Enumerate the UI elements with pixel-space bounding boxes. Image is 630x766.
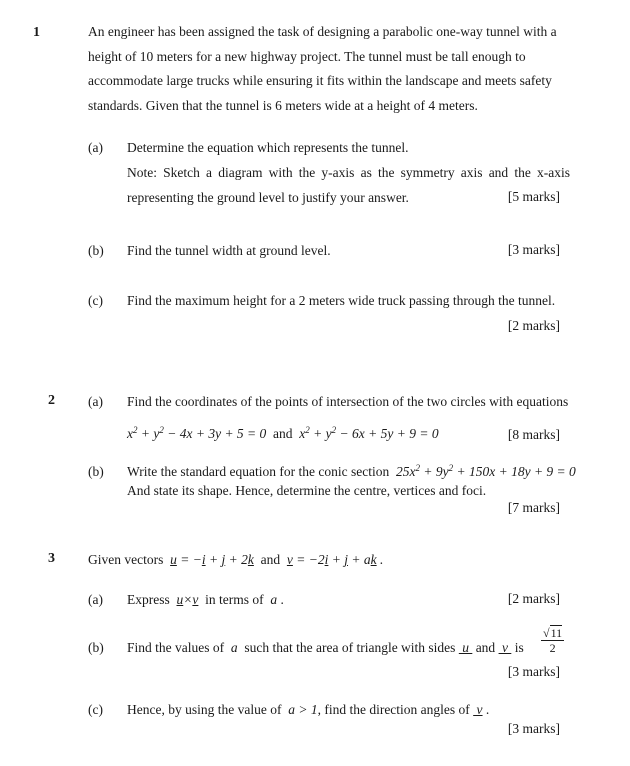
vector-u-definition: u = −i + j + 2k [170,552,254,567]
q2a-eq-and: and [273,426,293,441]
q3a-marks: [2 marks] [507,591,560,606]
q3b-text-and: and [475,640,496,655]
q3-intro [88,551,383,569]
q1b-label: (b) [88,243,104,258]
question-number-1: 1 [33,25,40,40]
condition-a-greater-1: a > 1 [284,702,318,717]
q3b-text-prefix: Find the values of [127,640,225,655]
q3a-text: Express u×v in terms of a . [127,592,284,607]
q3a-text-prefix: Express [127,592,170,607]
q2b-text-prefix: Write the standard equation for the conic section [127,464,390,479]
q2b-label: (b) [88,464,104,479]
vector-u: u [458,640,473,655]
q2a-equations [127,425,439,443]
q3a-label: (a) [88,592,103,607]
q3a-text-mid: in terms of [205,592,264,607]
conic-equation: $25x^2 + 9y^2 + 150x + 18y + 9 = 0$ [392,463,576,479]
variable-a: a [267,592,278,607]
q2b-marks: [7 marks] [507,500,560,515]
q1a-text: Determine the equation which represents the tunnel. [127,140,409,155]
vector-v: v [498,640,512,655]
q2a-text: Find the coordinates of the points of intersection of the two circles with equations [127,394,569,409]
q1-intro-line-3: accommodate large trucks while ensuring it fits within the landscape and meets safety [88,73,552,88]
q3c-label: (c) [88,702,103,717]
q2b-text-line-2: And state its shape. Hence, determine the centre, vertices and foci. [127,483,487,498]
q3b-marks: [3 marks] [507,664,560,679]
q1c-label: (c) [88,293,103,308]
q1a-label: (a) [88,140,103,155]
q3c-text-suffix: , find the direction angles of [317,702,470,717]
area-fraction-numerator: 11 [550,626,563,640]
q1a-marks: [5 marks] [507,189,560,204]
q3b-text [127,639,524,657]
area-fraction-denominator: 2 [549,641,556,655]
q3c-text: Hence, by using the value of a > 1, find the direction angles of v . [127,702,490,717]
circle-equation-1: $x^2 + y^2 - 4x + 3y + 5 = 0$ [127,425,267,441]
question-number-2: 2 [48,393,55,408]
q1b-marks: [3 marks] [507,242,560,257]
q1b-text: Find the tunnel width at ground level. [127,243,331,258]
q1a-note-line-1: Note: Sketch a diagram with the y-axis as the symmetry axis and the x-axis [127,165,570,180]
circle-equation-2: $x^2 + y^2 - 6x + 5y + 9 = 0$ [299,425,439,441]
q1-intro-line-1: An engineer has been assigned the task of designing a parabolic one-way tunnel with a [88,24,557,39]
vector-v-definition: v = −2i + j + ak . [286,552,384,567]
q3b-text-mid: such that the area of triangle with sides [244,640,456,655]
question-number-3: 3 [48,551,55,566]
q3-intro-prefix: Given vectors [88,552,164,567]
q3b-text-is: is [514,640,524,655]
q1c-marks: [2 marks] [507,318,560,333]
q1-intro-line-2: height of 10 meters for a new highway project. The tunnel must be tall enough to [88,48,526,64]
q2a-label: (a) [88,394,103,409]
q1-intro-line-4: standards. Given that the tunnel is 6 meters wide at a height of 4 meters. [88,97,478,113]
q3c-text-prefix: Hence, by using the value of [127,702,282,717]
vector-v: v [473,702,483,717]
cross-product-expression: u×v [176,592,199,607]
q3b-label: (b) [88,640,104,655]
q2a-marks: [8 marks] [507,427,560,442]
q3-intro-and: and [260,552,281,567]
variable-a: a [227,640,241,655]
question-1-intro [88,20,570,118]
q1c-text: Find the maximum height for a 2 meters wide truck passing through the tunnel. [127,293,556,308]
q2b-text [127,463,576,481]
q1a-note-line-2: representing the ground level to justify your answer. [127,190,409,205]
area-fraction: $\frac{√11}{2}$ [543,626,563,655]
q3c-marks: [3 marks] [507,721,560,736]
